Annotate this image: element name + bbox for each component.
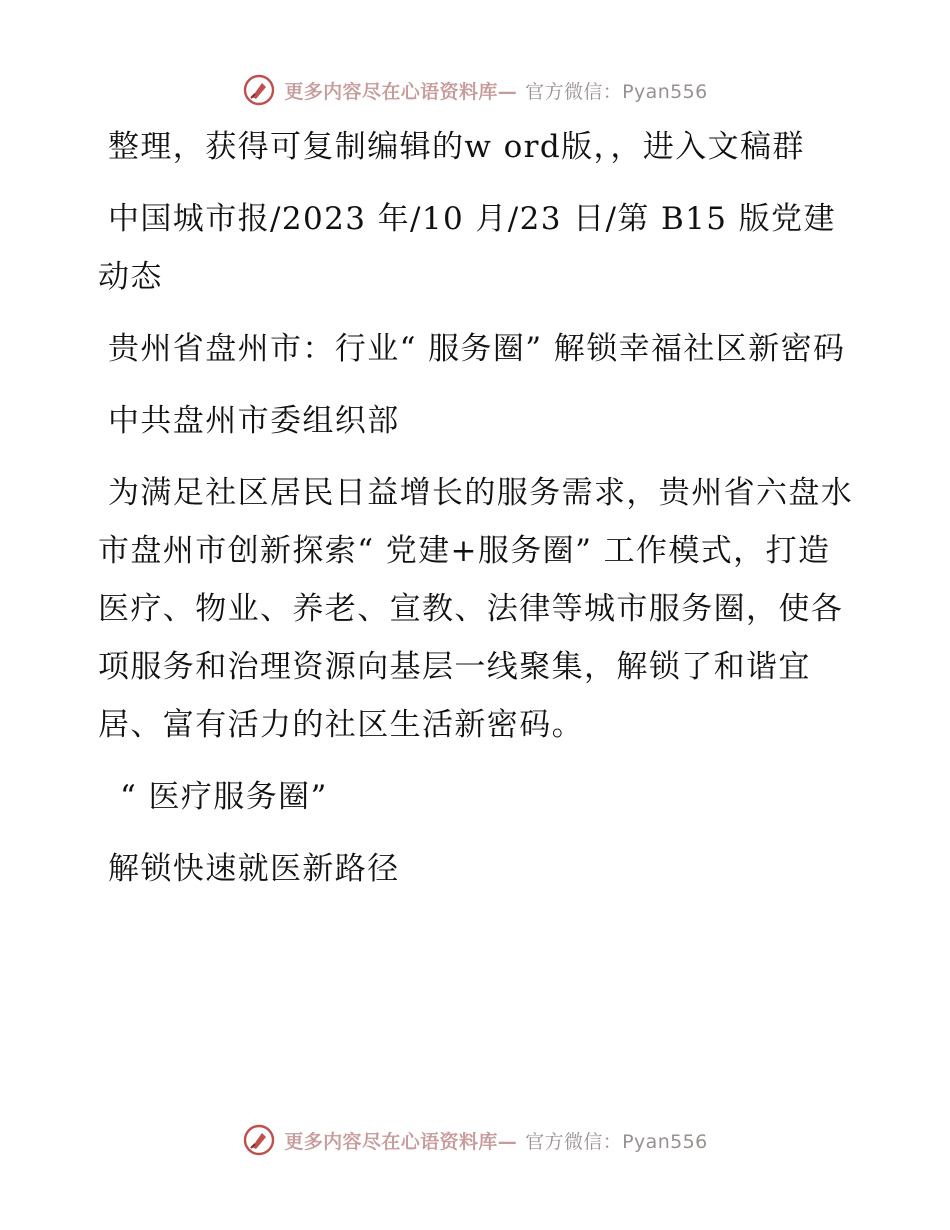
paragraph-header-note: 整理，获得可复制编辑的w ord版，，进入文稿群 <box>108 129 805 165</box>
watermark-wechat-text: 官方微信：Pyan556 <box>525 80 708 103</box>
header-watermark <box>0 70 950 110</box>
watermark-site-text: 更多内容尽在心语资料库— <box>284 80 518 103</box>
pen-nib-circle-icon <box>242 1123 276 1157</box>
paragraph-source-line: 中国城市报/2023 年/10 月/23 日/第 B15 版党建动态 <box>98 201 836 295</box>
watermark-site-text: 更多内容尽在心语资料库— <box>284 1130 518 1153</box>
watermark-wechat-text: 官方微信：Pyan556 <box>525 1130 708 1153</box>
pen-nib-circle-icon <box>242 73 276 107</box>
paragraph-section-subheading: 解锁快速就医新路径 <box>108 851 400 887</box>
paragraph-title: 贵州省盘州市：行业“ 服务圈” 解锁幸福社区新密码 <box>108 331 846 367</box>
paragraph-section-heading: “ 医疗服务圈” <box>120 779 328 815</box>
document-body <box>98 118 858 898</box>
paragraph-author: 中共盘州市委组织部 <box>108 403 400 439</box>
paragraph-intro: 为满足社区居民日益增长的服务需求，贵州省六盘水市盘州市创新探索“ 党建+服务圈” 工作模式，打造医疗、物业、养老、宣教、法律等城市服务圈，使各项服务和治理资源向基层一线聚集，解锁了和谐宜居、富有活力的社区生活新密码。 <box>98 475 854 743</box>
footer-watermark <box>0 1120 950 1160</box>
